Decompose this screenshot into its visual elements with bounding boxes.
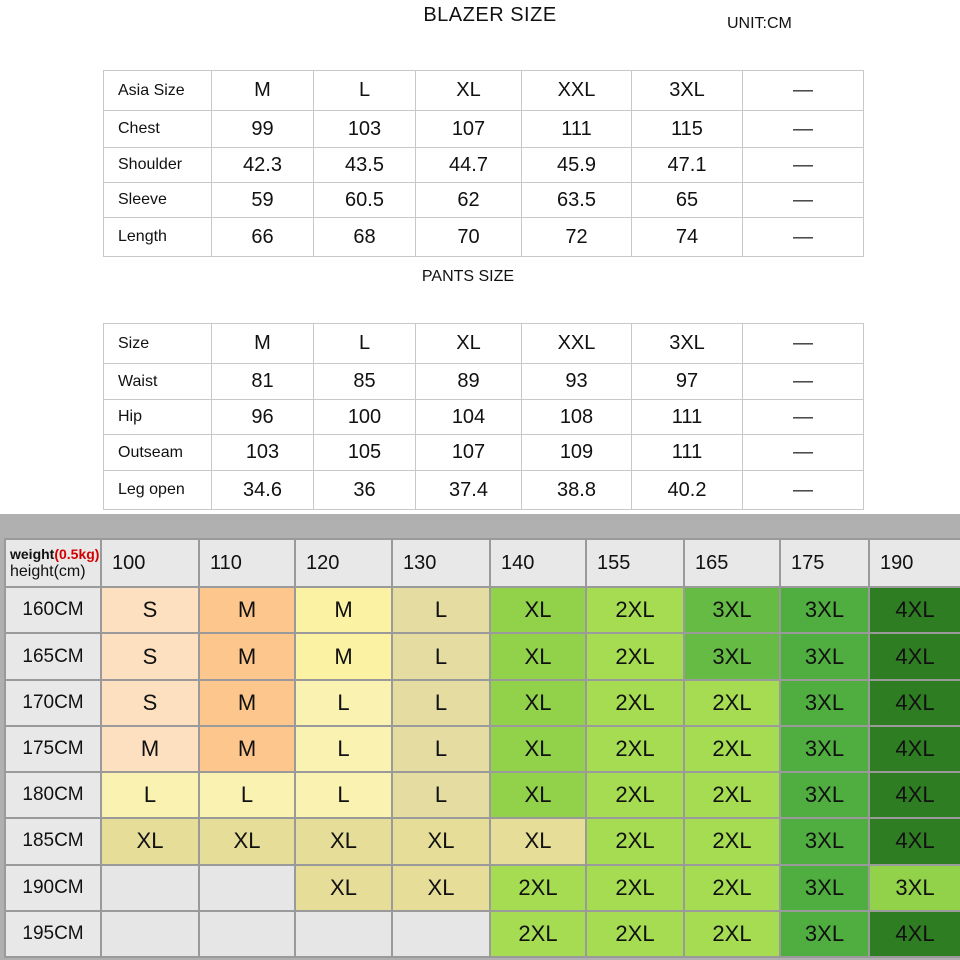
size-cell: 2XL: [490, 911, 586, 957]
size-cell-empty: [199, 865, 295, 911]
size-cell: XL: [490, 818, 586, 864]
blazer-value-cell: 107: [416, 111, 522, 148]
size-cell: 3XL: [780, 865, 869, 911]
weight-header-row: [5, 539, 960, 587]
pants-value-cell: 81: [212, 364, 314, 400]
size-cell: M: [295, 587, 392, 633]
blazer-value-cell: 45.9: [522, 148, 632, 183]
size-cell: 4XL: [869, 911, 960, 957]
size-cell: 2XL: [586, 818, 684, 864]
height-label: 190CM: [5, 865, 101, 911]
size-cell: 2XL: [684, 772, 780, 818]
size-cell: L: [295, 680, 392, 726]
size-cell-empty: [101, 865, 199, 911]
size-cell: XL: [392, 865, 490, 911]
size-cell: 4XL: [869, 772, 960, 818]
weight-header: 100: [101, 539, 199, 587]
size-cell: 3XL: [780, 587, 869, 633]
size-cell: XL: [101, 818, 199, 864]
height-row: [5, 772, 960, 818]
pants-value-cell: 36: [314, 471, 416, 510]
pants-value-cell: 104: [416, 400, 522, 435]
blazer-value-cell: L: [314, 71, 416, 111]
size-cell: 4XL: [869, 680, 960, 726]
pants-value-cell: 97: [632, 364, 743, 400]
size-cell: XL: [295, 818, 392, 864]
height-row: [5, 587, 960, 633]
size-cell: XL: [295, 865, 392, 911]
size-cell: 2XL: [586, 633, 684, 679]
pants-value-cell: 111: [632, 435, 743, 471]
pants-value-cell: XXL: [522, 324, 632, 364]
size-cell: M: [199, 587, 295, 633]
weight-header: 175: [780, 539, 869, 587]
size-cell-empty: [392, 911, 490, 957]
size-cell: XL: [199, 818, 295, 864]
size-cell: 4XL: [869, 818, 960, 864]
weight-header: 190: [869, 539, 960, 587]
blazer-dash-cell: —: [743, 148, 864, 183]
pants-row-label: Leg open: [104, 471, 212, 510]
chart-corner-label: [5, 539, 101, 587]
height-label: 195CM: [5, 911, 101, 957]
blazer-dash-cell: —: [743, 111, 864, 148]
blazer-value-cell: 60.5: [314, 183, 416, 218]
blazer-row: [104, 71, 864, 111]
size-cell: 2XL: [586, 911, 684, 957]
blazer-value-cell: 42.3: [212, 148, 314, 183]
height-row: [5, 680, 960, 726]
size-cell-empty: [295, 911, 392, 957]
blazer-row-label: Sleeve: [104, 183, 212, 218]
blazer-row: [104, 148, 864, 183]
pants-row: [104, 364, 864, 400]
pants-value-cell: 3XL: [632, 324, 743, 364]
pants-value-cell: 108: [522, 400, 632, 435]
pants-value-cell: 93: [522, 364, 632, 400]
blazer-value-cell: 99: [212, 111, 314, 148]
blazer-size-table: [103, 70, 864, 257]
size-cell: L: [392, 587, 490, 633]
pants-value-cell: 40.2: [632, 471, 743, 510]
size-cell: L: [101, 772, 199, 818]
blazer-value-cell: 3XL: [632, 71, 743, 111]
pants-row-label: Size: [104, 324, 212, 364]
height-row: [5, 865, 960, 911]
blazer-row: [104, 218, 864, 257]
pants-value-cell: 89: [416, 364, 522, 400]
size-cell: L: [199, 772, 295, 818]
size-cell: XL: [490, 726, 586, 772]
pants-value-cell: XL: [416, 324, 522, 364]
blazer-value-cell: 72: [522, 218, 632, 257]
pants-row: [104, 435, 864, 471]
height-row: [5, 633, 960, 679]
size-cell: 4XL: [869, 726, 960, 772]
size-cell: 4XL: [869, 587, 960, 633]
blazer-value-cell: 74: [632, 218, 743, 257]
corner-weight: weight: [10, 546, 55, 563]
size-cell: XL: [392, 818, 490, 864]
unit-label: UNIT:CM: [727, 15, 792, 32]
size-cell: XL: [490, 587, 586, 633]
pants-row-label: Hip: [104, 400, 212, 435]
pants-value-cell: 37.4: [416, 471, 522, 510]
size-cell: L: [392, 726, 490, 772]
pants-dash-cell: —: [743, 324, 864, 364]
size-cell: S: [101, 587, 199, 633]
pants-value-cell: 38.8: [522, 471, 632, 510]
blazer-value-cell: 68: [314, 218, 416, 257]
size-cell: 2XL: [586, 587, 684, 633]
pants-value-cell: 96: [212, 400, 314, 435]
weight-header: 130: [392, 539, 490, 587]
blazer-row: [104, 111, 864, 148]
height-label: 165CM: [5, 633, 101, 679]
blazer-row-label: Asia Size: [104, 71, 212, 111]
height-row: [5, 911, 960, 957]
size-cell: 2XL: [586, 772, 684, 818]
height-label: 180CM: [5, 772, 101, 818]
blazer-value-cell: M: [212, 71, 314, 111]
size-cell: 2XL: [586, 726, 684, 772]
blazer-dash-cell: —: [743, 71, 864, 111]
pants-row: [104, 324, 864, 364]
pants-size-table: [103, 323, 864, 510]
size-cell-empty: [101, 911, 199, 957]
size-cell: 3XL: [684, 633, 780, 679]
corner-weight-line: [10, 545, 100, 563]
size-cell: S: [101, 633, 199, 679]
size-cell: S: [101, 680, 199, 726]
pants-dash-cell: —: [743, 400, 864, 435]
blazer-value-cell: 44.7: [416, 148, 522, 183]
size-cell: 3XL: [780, 633, 869, 679]
blazer-row-label: Chest: [104, 111, 212, 148]
height-weight-size-chart: [4, 538, 960, 958]
blazer-value-cell: 103: [314, 111, 416, 148]
size-cell: 2XL: [684, 818, 780, 864]
blazer-value-cell: 70: [416, 218, 522, 257]
size-cell: L: [295, 726, 392, 772]
blazer-value-cell: 66: [212, 218, 314, 257]
pants-row-label: Outseam: [104, 435, 212, 471]
blazer-dash-cell: —: [743, 183, 864, 218]
weight-header: 120: [295, 539, 392, 587]
pants-row: [104, 471, 864, 510]
height-row: [5, 818, 960, 864]
pants-value-cell: 109: [522, 435, 632, 471]
size-cell: L: [392, 633, 490, 679]
pants-row: [104, 400, 864, 435]
size-cell: 3XL: [780, 818, 869, 864]
pants-dash-cell: —: [743, 435, 864, 471]
size-cell: L: [392, 772, 490, 818]
weight-header: 165: [684, 539, 780, 587]
size-cell: XL: [490, 680, 586, 726]
height-label: 175CM: [5, 726, 101, 772]
weight-header: 155: [586, 539, 684, 587]
pants-value-cell: 103: [212, 435, 314, 471]
pants-value-cell: L: [314, 324, 416, 364]
blazer-value-cell: 59: [212, 183, 314, 218]
size-cell-empty: [199, 911, 295, 957]
size-cell: 3XL: [780, 911, 869, 957]
size-cell: M: [295, 633, 392, 679]
blazer-value-cell: XL: [416, 71, 522, 111]
blazer-row-label: Length: [104, 218, 212, 257]
blazer-dash-cell: —: [743, 218, 864, 257]
pants-row-label: Waist: [104, 364, 212, 400]
size-cell: 2XL: [586, 680, 684, 726]
blazer-value-cell: XXL: [522, 71, 632, 111]
size-cell: 3XL: [684, 587, 780, 633]
pants-value-cell: 111: [632, 400, 743, 435]
blazer-value-cell: 111: [522, 111, 632, 148]
pants-value-cell: 85: [314, 364, 416, 400]
size-cell: 3XL: [780, 680, 869, 726]
blazer-value-cell: 65: [632, 183, 743, 218]
pants-value-cell: 105: [314, 435, 416, 471]
size-cell: 3XL: [780, 726, 869, 772]
weight-header: 110: [199, 539, 295, 587]
size-cell: 2XL: [684, 726, 780, 772]
blazer-row: [104, 183, 864, 218]
blazer-value-cell: 62: [416, 183, 522, 218]
size-cell: M: [199, 633, 295, 679]
size-cell: 2XL: [684, 680, 780, 726]
pants-dash-cell: —: [743, 471, 864, 510]
blazer-value-cell: 43.5: [314, 148, 416, 183]
size-cell: L: [392, 680, 490, 726]
pants-value-cell: 34.6: [212, 471, 314, 510]
size-cell: M: [199, 680, 295, 726]
blazer-value-cell: 47.1: [632, 148, 743, 183]
weight-header: 140: [490, 539, 586, 587]
corner-height: height(cm): [10, 563, 86, 581]
blazer-row-label: Shoulder: [104, 148, 212, 183]
height-label: 170CM: [5, 680, 101, 726]
pants-size-title: PANTS SIZE: [421, 268, 515, 285]
size-cell: M: [101, 726, 199, 772]
pants-value-cell: 100: [314, 400, 416, 435]
blazer-value-cell: 63.5: [522, 183, 632, 218]
size-cell: 2XL: [490, 865, 586, 911]
corner-weight-unit: (0.5kg): [54, 546, 100, 563]
blazer-size-title: BLAZER SIZE: [423, 4, 557, 26]
pants-value-cell: 107: [416, 435, 522, 471]
height-row: [5, 726, 960, 772]
size-cell: 3XL: [869, 865, 960, 911]
pants-value-cell: M: [212, 324, 314, 364]
pants-dash-cell: —: [743, 364, 864, 400]
size-cell: 4XL: [869, 633, 960, 679]
size-cell: XL: [490, 772, 586, 818]
size-cell: 2XL: [684, 911, 780, 957]
size-cell: XL: [490, 633, 586, 679]
size-cell: 2XL: [586, 865, 684, 911]
size-cell: 2XL: [684, 865, 780, 911]
size-cell: 3XL: [780, 772, 869, 818]
height-label: 185CM: [5, 818, 101, 864]
size-cell: M: [199, 726, 295, 772]
height-label: 160CM: [5, 587, 101, 633]
blazer-value-cell: 115: [632, 111, 743, 148]
size-cell: L: [295, 772, 392, 818]
